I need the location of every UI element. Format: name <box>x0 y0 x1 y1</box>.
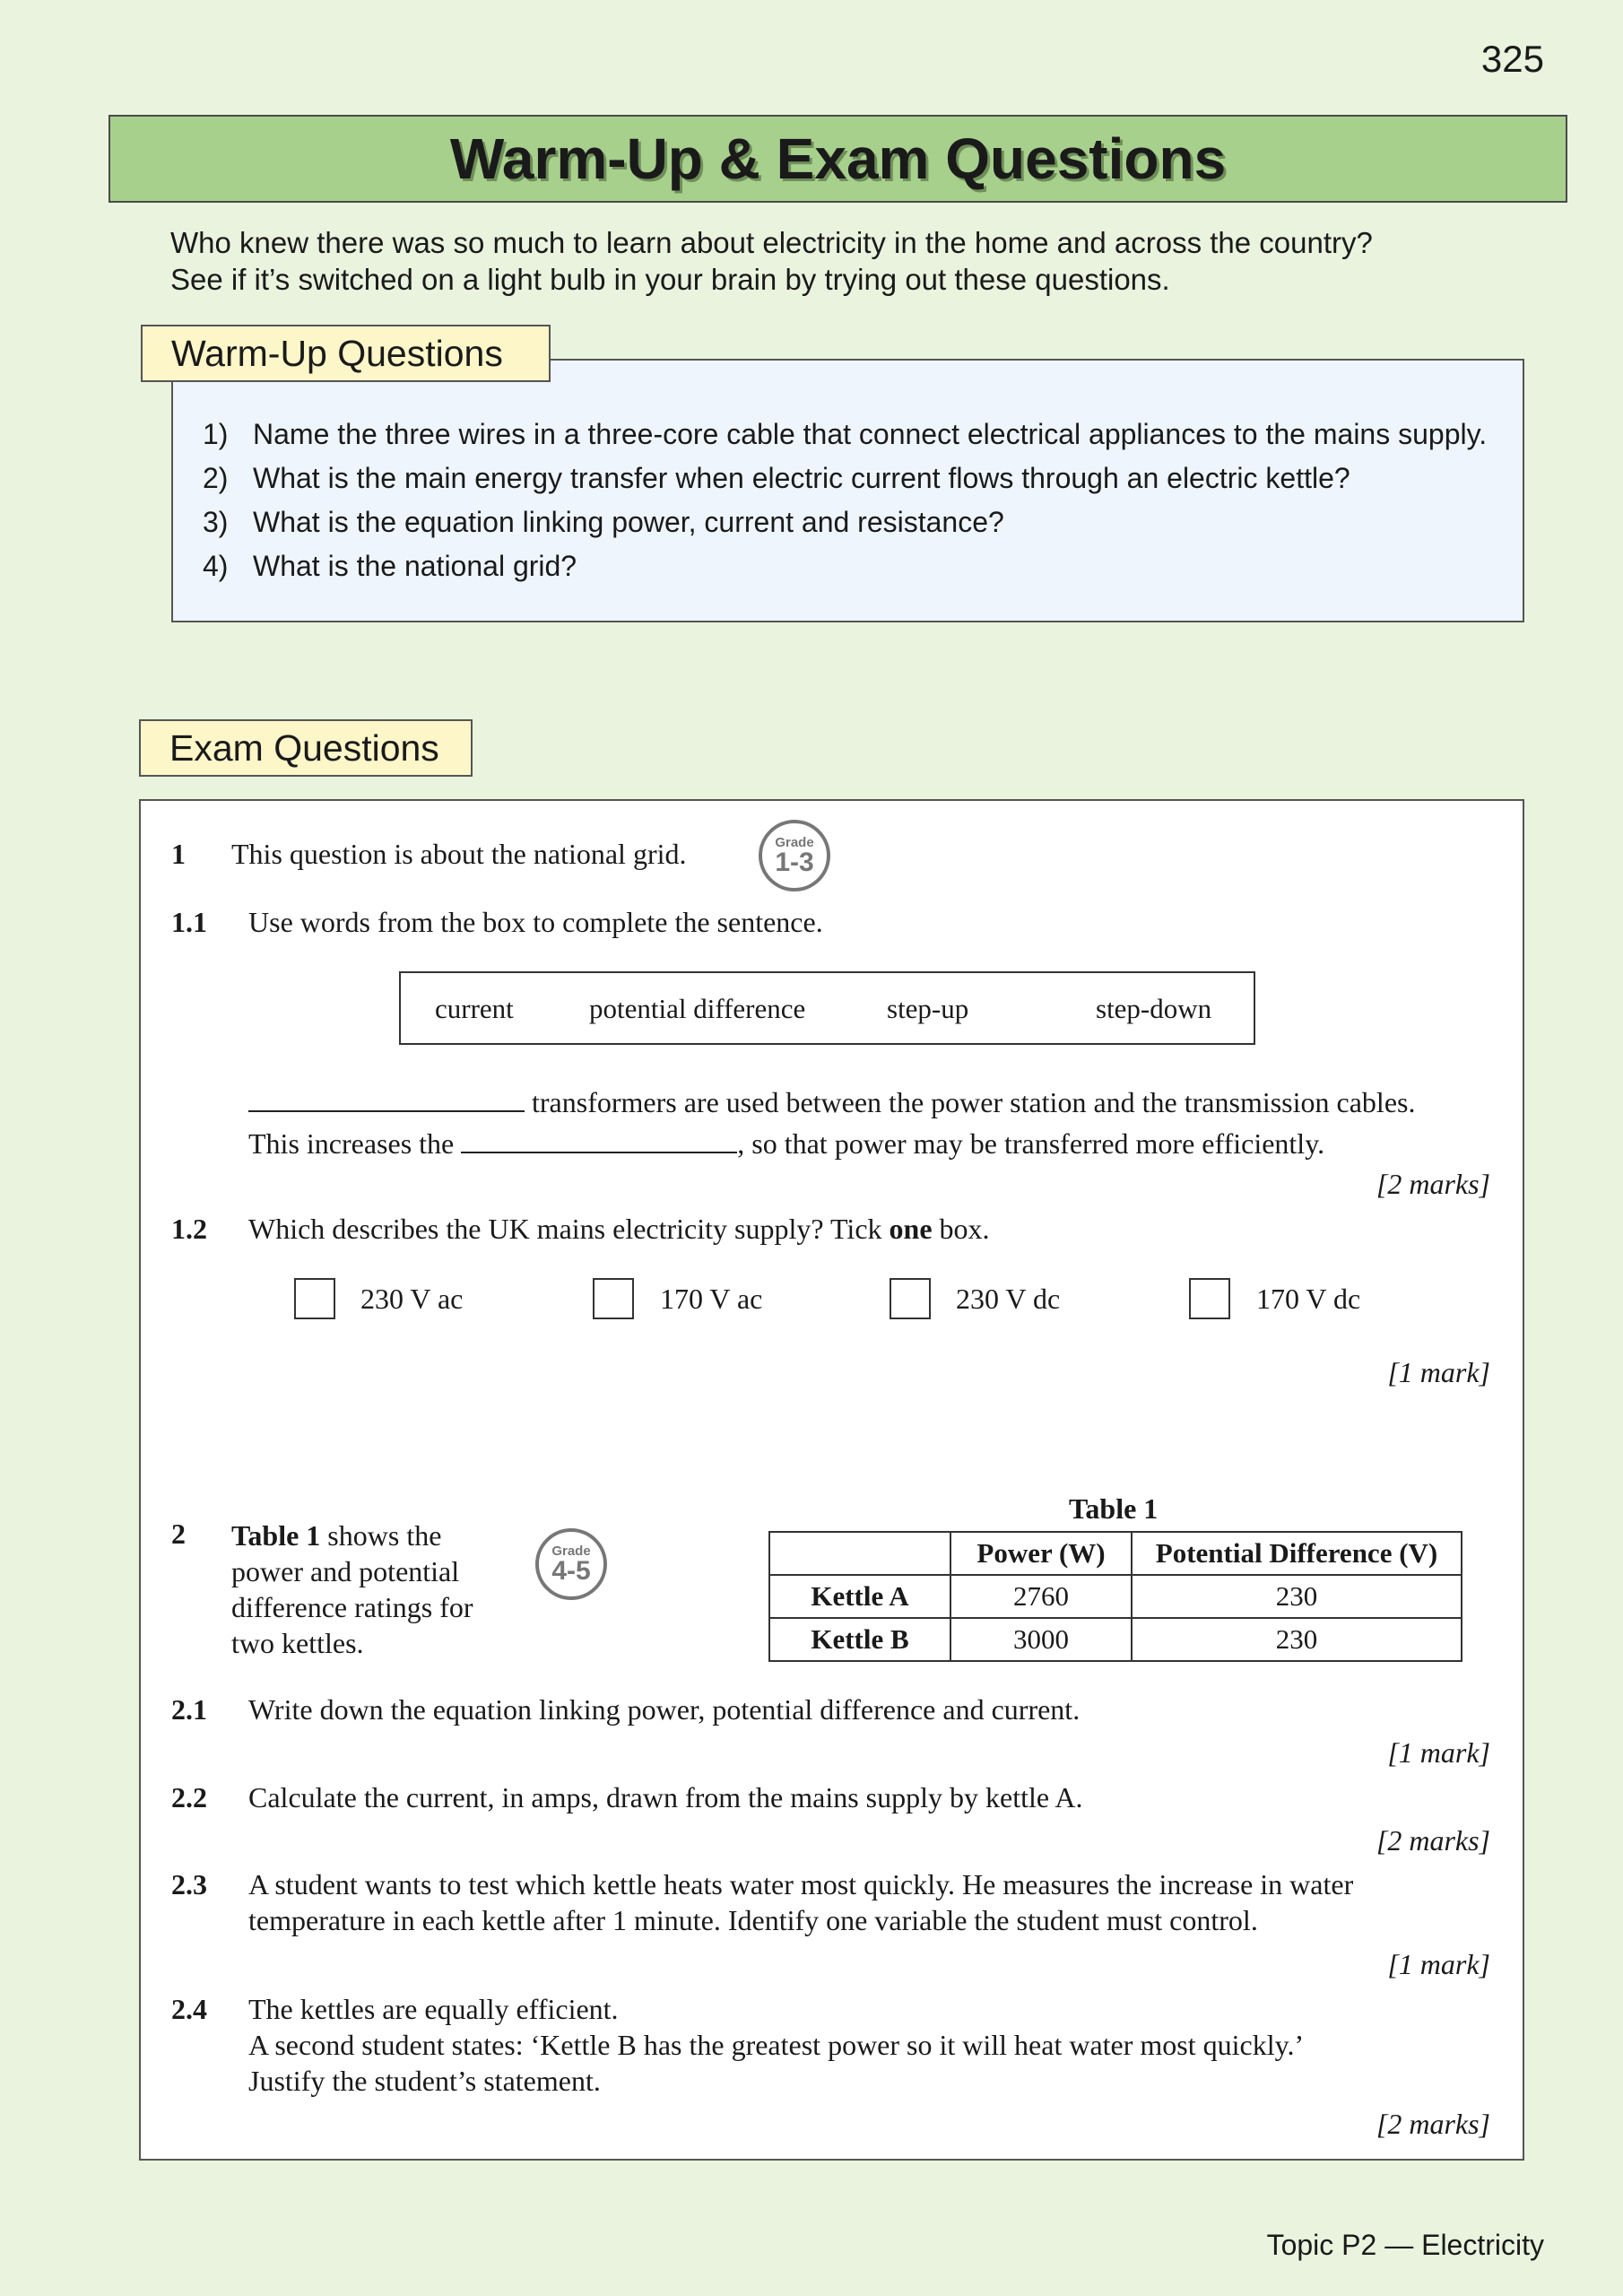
question-text <box>248 1213 990 1246</box>
question-text-part: box. <box>939 1213 990 1245</box>
grade-value: 1-3 <box>775 847 814 877</box>
warmup-question-text: What is the main energy transfer when electric current flows through an electric kettle? <box>253 462 1350 494</box>
question-text-emphasis: Table 1 <box>231 1519 321 1552</box>
answer-blank[interactable] <box>461 1125 737 1153</box>
warmup-question-text: Name the three wires in a three-core cable that connect electrical appliances to the mains supply. <box>253 418 1488 450</box>
intro-line-1: Who knew there was so much to learn about electricity in the home and across the country? <box>170 226 1373 259</box>
fill-in-line-1 <box>248 1083 1415 1119</box>
page-title: Warm-Up & Exam Questions <box>449 126 1227 191</box>
question-text: Calculate the current, in amps, drawn from the mains supply by kettle A. <box>248 1781 1083 1813</box>
table-row <box>769 1618 1462 1661</box>
table-caption: Table 1 <box>1069 1492 1159 1525</box>
warmup-question-number: 3) <box>203 506 229 538</box>
intro-line-2: See if it’s switched on a light bulb in your brain by trying out these questions. <box>170 263 1170 296</box>
table-cell: 230 <box>1132 1575 1462 1618</box>
tick-option-label: 230 V dc <box>956 1283 1061 1315</box>
question-text-line: A student wants to test which kettle heats water most quickly. He measures the increase in water <box>248 1868 1354 1900</box>
table-header-cell: Power (W) <box>950 1532 1132 1575</box>
question-text-line: difference ratings for <box>231 1591 473 1623</box>
table-header-cell <box>769 1532 950 1575</box>
table-cell: 230 <box>1132 1618 1462 1661</box>
warmup-heading <box>141 325 551 382</box>
word-option: step-down <box>1096 993 1212 1024</box>
data-table <box>768 1531 1462 1662</box>
question-number: 1.1 <box>171 906 207 938</box>
marks-label: [1 mark] <box>1387 1736 1490 1769</box>
table-row-header: Kettle B <box>769 1618 950 1661</box>
exam-heading <box>139 719 473 777</box>
question-number: 1.2 <box>171 1213 207 1245</box>
warmup-question <box>203 418 1487 451</box>
question-text-line: power and potential <box>231 1555 460 1587</box>
fill-in-line-2 <box>248 1125 1324 1161</box>
tick-box[interactable] <box>1189 1278 1230 1319</box>
warmup-question-text: What is the national grid? <box>253 550 577 582</box>
tick-box[interactable] <box>593 1278 634 1319</box>
warmup-question-text: What is the equation linking power, current and resistance? <box>253 506 1004 538</box>
tick-box[interactable] <box>890 1278 931 1319</box>
question-text <box>231 1518 473 1661</box>
question-text: Write down the equation linking power, potential difference and current. <box>248 1693 1081 1726</box>
grade-badge-icon <box>759 820 830 891</box>
table-row <box>769 1575 1462 1618</box>
tick-option-label: 170 V dc <box>1256 1283 1361 1315</box>
word-box <box>399 971 1255 1045</box>
table-header-cell: Potential Difference (V) <box>1132 1532 1462 1575</box>
grade-label: Grade <box>775 834 814 850</box>
warmup-question <box>203 506 1004 539</box>
warmup-question-number: 2) <box>203 462 229 494</box>
exam-heading-text: Exam Questions <box>169 726 439 769</box>
question-text-part: Which describes the UK mains electricity supply? Tick <box>248 1213 882 1245</box>
tick-box[interactable] <box>294 1278 335 1319</box>
question-number: 2.2 <box>171 1781 207 1813</box>
question-text: This question is about the national grid. <box>231 838 687 870</box>
question-number: 2.4 <box>171 1993 207 2025</box>
question-text-line: temperature in each kettle after 1 minute. Identify one variable the student must control. <box>248 1904 1258 1936</box>
marks-label: [1 mark] <box>1387 1356 1490 1388</box>
question-number: 2.1 <box>171 1693 207 1726</box>
question-text: Use words from the box to complete the sentence. <box>248 906 823 938</box>
tick-option-label: 170 V ac <box>660 1283 763 1315</box>
table-header-row <box>769 1532 1462 1575</box>
question-text-line: The kettles are equally efficient. <box>248 1993 619 2025</box>
fill-in-text: This increases the <box>248 1127 455 1160</box>
warmup-heading-text: Warm-Up Questions <box>171 332 503 374</box>
grade-value: 4-5 <box>551 1555 591 1586</box>
warmup-question <box>203 462 1350 495</box>
warmup-question <box>203 550 577 583</box>
marks-label: [2 marks] <box>1376 1824 1490 1857</box>
question-text-emphasis: one <box>889 1213 933 1245</box>
warmup-question-number: 1) <box>203 418 229 450</box>
marks-label: [2 marks] <box>1376 1168 1490 1200</box>
word-option: potential difference <box>589 993 806 1024</box>
grade-label: Grade <box>551 1543 591 1559</box>
page-number: 325 <box>1480 38 1544 80</box>
question-text-line: Justify the student’s statement. <box>248 2065 601 2097</box>
marks-label: [2 marks] <box>1376 2108 1490 2140</box>
warmup-question-number: 4) <box>203 550 229 582</box>
table-cell: 2760 <box>950 1575 1132 1618</box>
word-option: step-up <box>887 993 969 1024</box>
question-text-line: shows the <box>327 1519 442 1552</box>
question-number: 2 <box>171 1518 186 1550</box>
word-option: current <box>435 993 514 1024</box>
grade-badge-icon <box>535 1528 607 1600</box>
answer-blank[interactable] <box>248 1083 525 1112</box>
fill-in-text: transformers are used between the power station and the transmission cables. <box>532 1086 1416 1118</box>
table-cell: 3000 <box>950 1618 1132 1661</box>
question-number: 1 <box>171 838 186 870</box>
marks-label: [1 mark] <box>1387 1948 1490 1980</box>
question-number: 2.3 <box>171 1868 207 1900</box>
footer-topic: Topic P2 — Electricity <box>1266 2229 1544 2261</box>
tick-option-label: 230 V ac <box>360 1283 464 1315</box>
title-banner <box>108 115 1567 203</box>
table-row-header: Kettle A <box>769 1575 950 1618</box>
fill-in-text: , so that power may be transferred more efficiently. <box>737 1127 1325 1160</box>
question-text-line: two kettles. <box>231 1627 364 1659</box>
question-text-line: A second student states: ‘Kettle B has the greatest power so it will heat water most quickly.’ <box>248 2029 1305 2061</box>
